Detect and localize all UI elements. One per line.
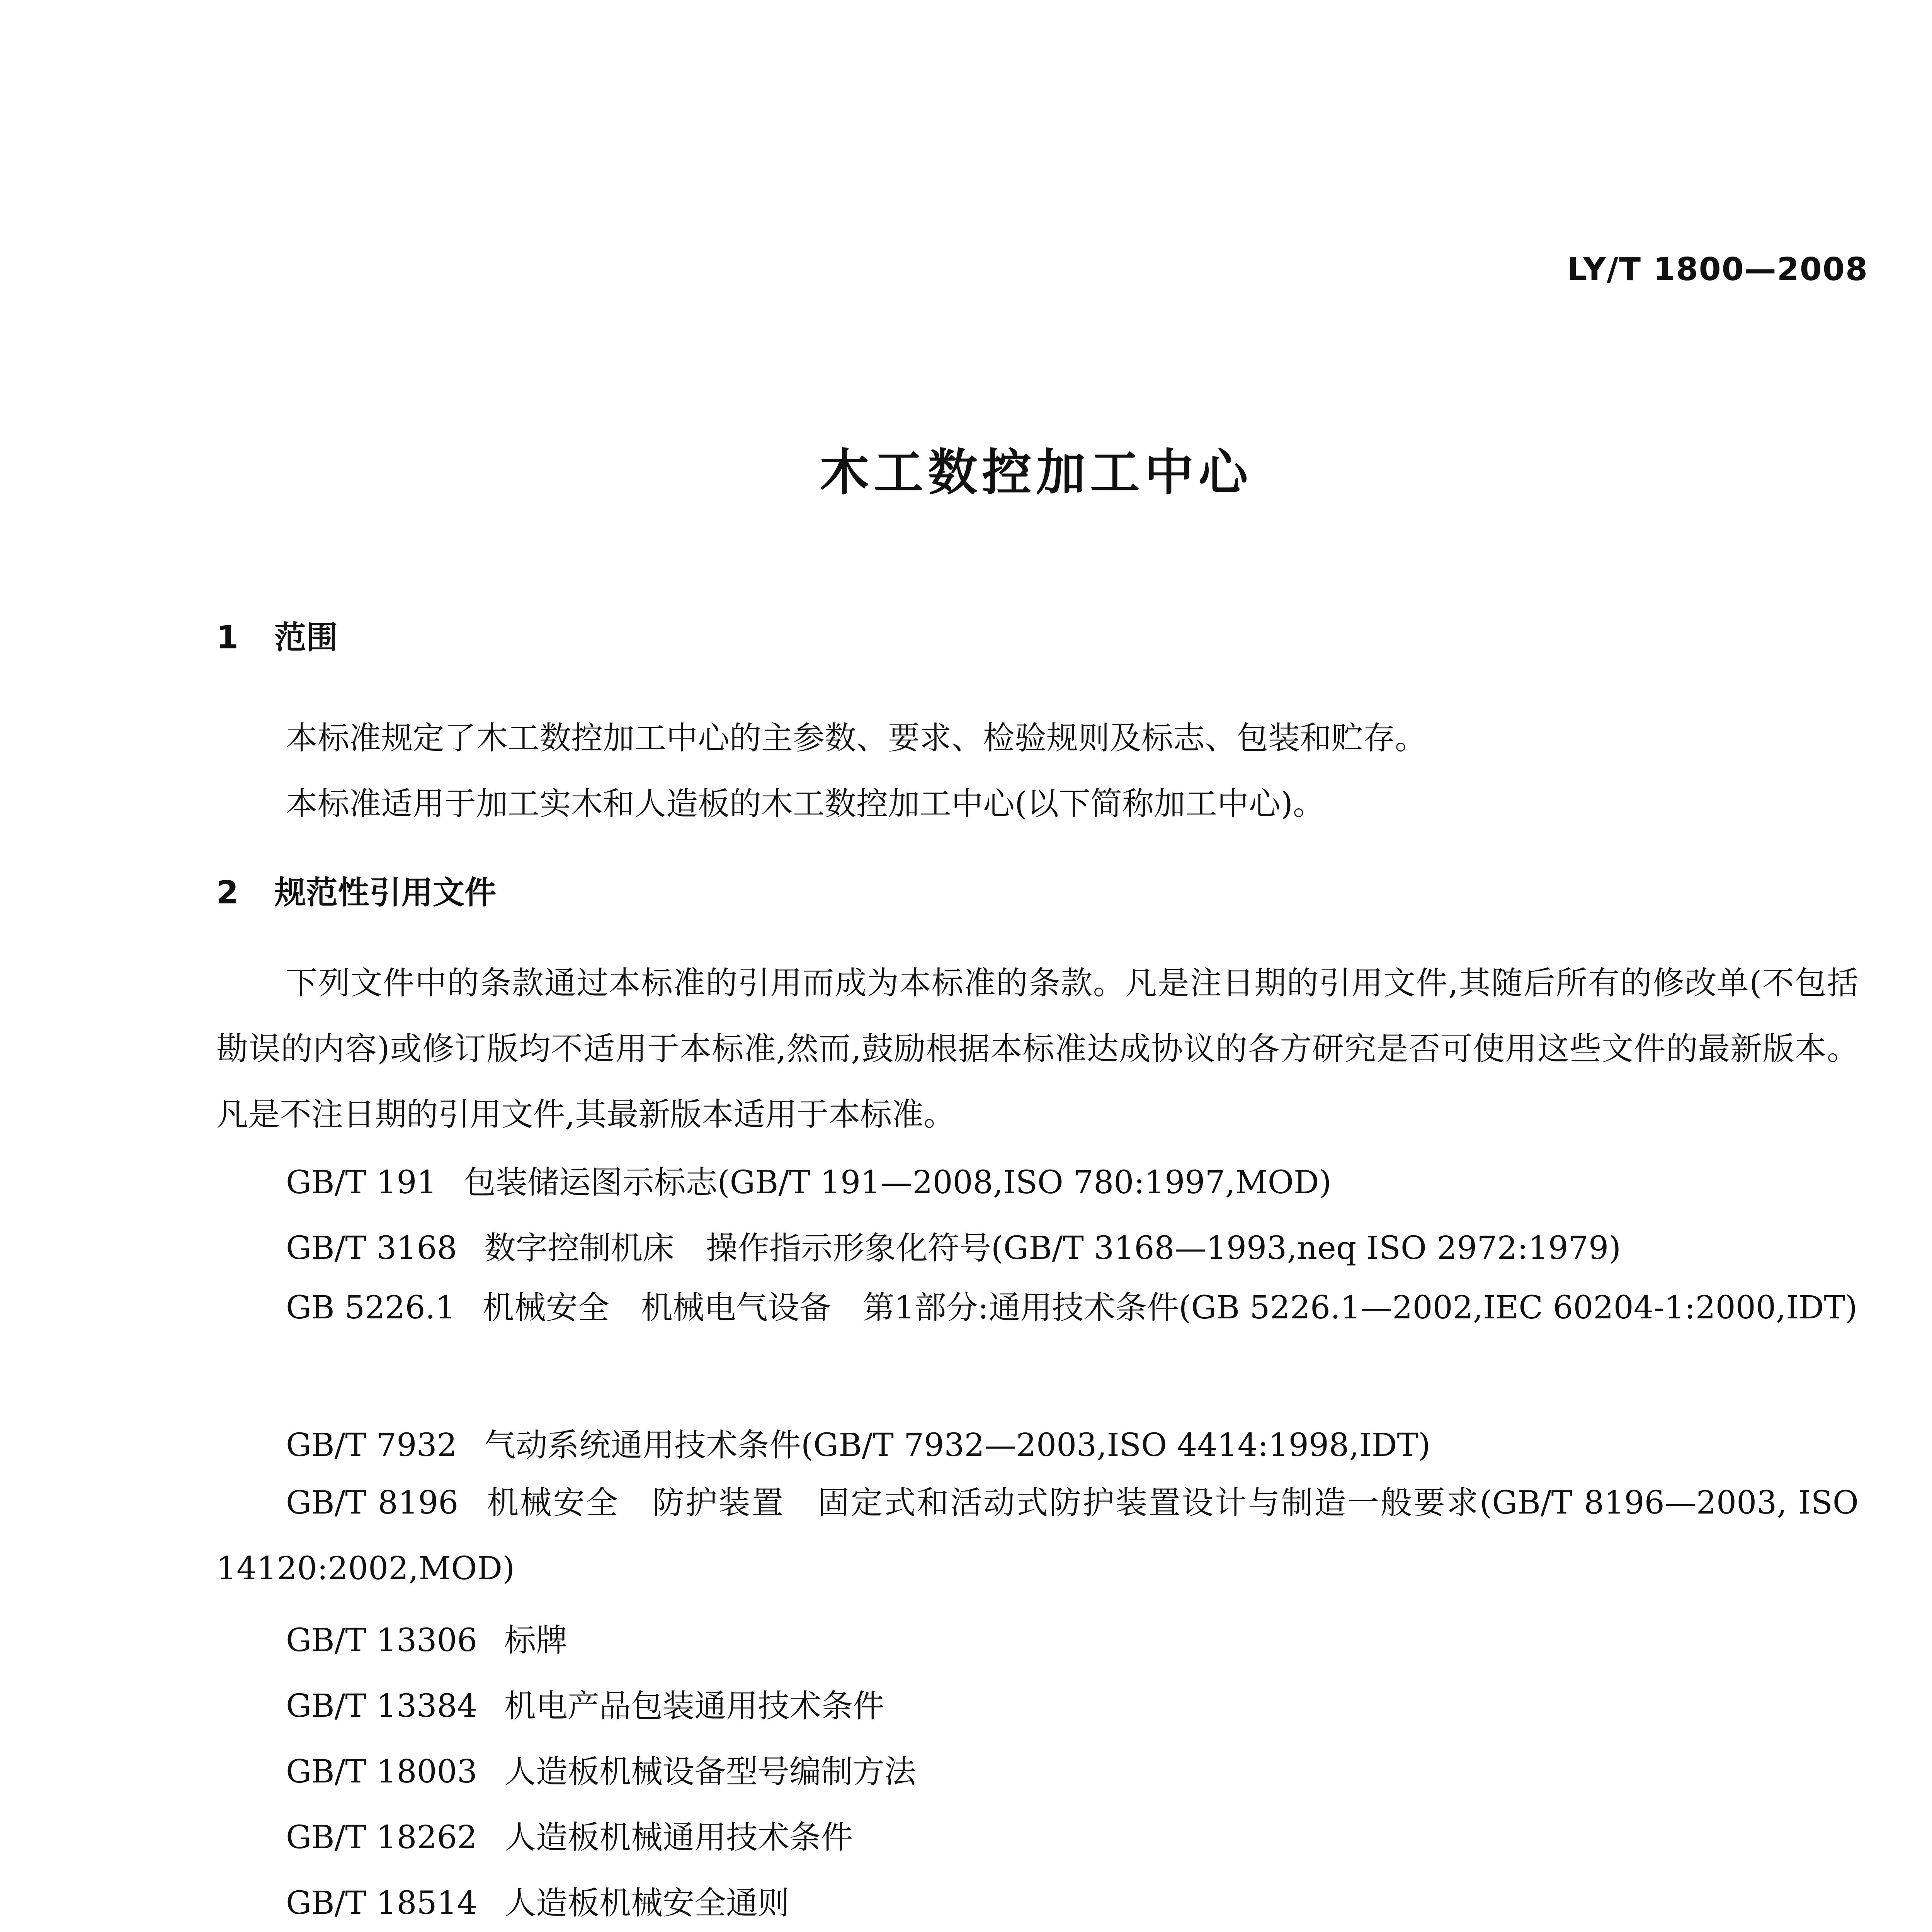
reference-item bbox=[286, 1681, 884, 1726]
reference-title: 气动系统通用技术条件(GB/T 7932—2003,ISO 4414:1998,IDT) bbox=[484, 1427, 1431, 1464]
scope-paragraph-2: 本标准适用于加工实木和人造板的木工数控加工中心(以下简称加工中心)。 bbox=[286, 786, 1325, 822]
reference-title: 标牌 bbox=[504, 1622, 568, 1659]
reference-item bbox=[286, 1157, 1332, 1202]
section-number: 2 bbox=[216, 874, 239, 911]
section-number: 1 bbox=[216, 619, 239, 656]
reference-item bbox=[286, 1223, 1621, 1268]
standard-code: LY/T 1800—2008 bbox=[1567, 251, 1868, 288]
reference-code: GB/T 8196 bbox=[286, 1485, 459, 1521]
reference-code: GB/T 3168 bbox=[286, 1230, 457, 1267]
section-heading-normative-references bbox=[216, 867, 496, 913]
reference-code: GB 5226.1 bbox=[286, 1289, 456, 1326]
normative-references-intro: 下列文件中的条款通过本标准的引用而成为本标准的条款。凡是注日期的引用文件,其随后所有的修改单(不包括勘误的内容)或修订版均不适用于本标准,然而,鼓励根据本标准达成协议的各方研究是否可使用这些文件的最新版本。凡是不注日期的引用文件,其最新版本适用于本标准。 bbox=[216, 965, 1859, 1133]
reference-title: 机械安全 机械电气设备 第1部分:通用技术条件(GB 5226.1—2002,IEC 60204-1:2000,IDT) bbox=[482, 1289, 1858, 1326]
reference-item bbox=[286, 1812, 853, 1857]
reference-item bbox=[216, 1470, 1859, 1602]
section-heading-scope bbox=[216, 612, 338, 658]
reference-code: GB/T 18262 bbox=[286, 1819, 478, 1856]
reference-title: 人造板机械设备型号编制方法 bbox=[504, 1753, 917, 1790]
section-title: 范围 bbox=[274, 619, 338, 656]
scope-paragraph-1: 本标准规定了木工数控加工中心的主参数、要求、检验规则及标志、包装和贮存。 bbox=[286, 720, 1427, 757]
reference-code: GB/T 18514 bbox=[286, 1885, 478, 1922]
reference-item bbox=[286, 1747, 916, 1792]
reference-title: 人造板机械通用技术条件 bbox=[504, 1819, 853, 1856]
reference-code: GB/T 18003 bbox=[286, 1753, 478, 1790]
document-title: 木工数控加工中心 bbox=[820, 444, 1253, 502]
reference-code: GB/T 191 bbox=[286, 1164, 437, 1201]
reference-item bbox=[286, 1615, 568, 1660]
reference-item bbox=[216, 1275, 1859, 1341]
reference-title: 人造板机械安全通则 bbox=[504, 1885, 790, 1922]
reference-title: 包装储运图示标志(GB/T 191—2008,ISO 780:1997,MOD) bbox=[464, 1164, 1332, 1201]
reference-code: GB/T 7932 bbox=[286, 1427, 457, 1464]
reference-code: GB/T 13384 bbox=[286, 1688, 478, 1725]
reference-title: 数字控制机床 操作指示形象化符号(GB/T 3168—1993,neq ISO 2972:1979) bbox=[484, 1230, 1621, 1267]
reference-title: 机电产品包装通用技术条件 bbox=[504, 1688, 885, 1725]
section-title: 规范性引用文件 bbox=[274, 874, 497, 911]
reference-title: 机械安全 防护装置 固定式和活动式防护装置设计与制造一般要求(GB/T 8196—2003, ISO 14120:2002,MOD) bbox=[216, 1485, 1859, 1587]
reference-item bbox=[286, 1420, 1430, 1465]
reference-item bbox=[286, 1878, 789, 1923]
reference-code: GB/T 13306 bbox=[286, 1622, 478, 1659]
